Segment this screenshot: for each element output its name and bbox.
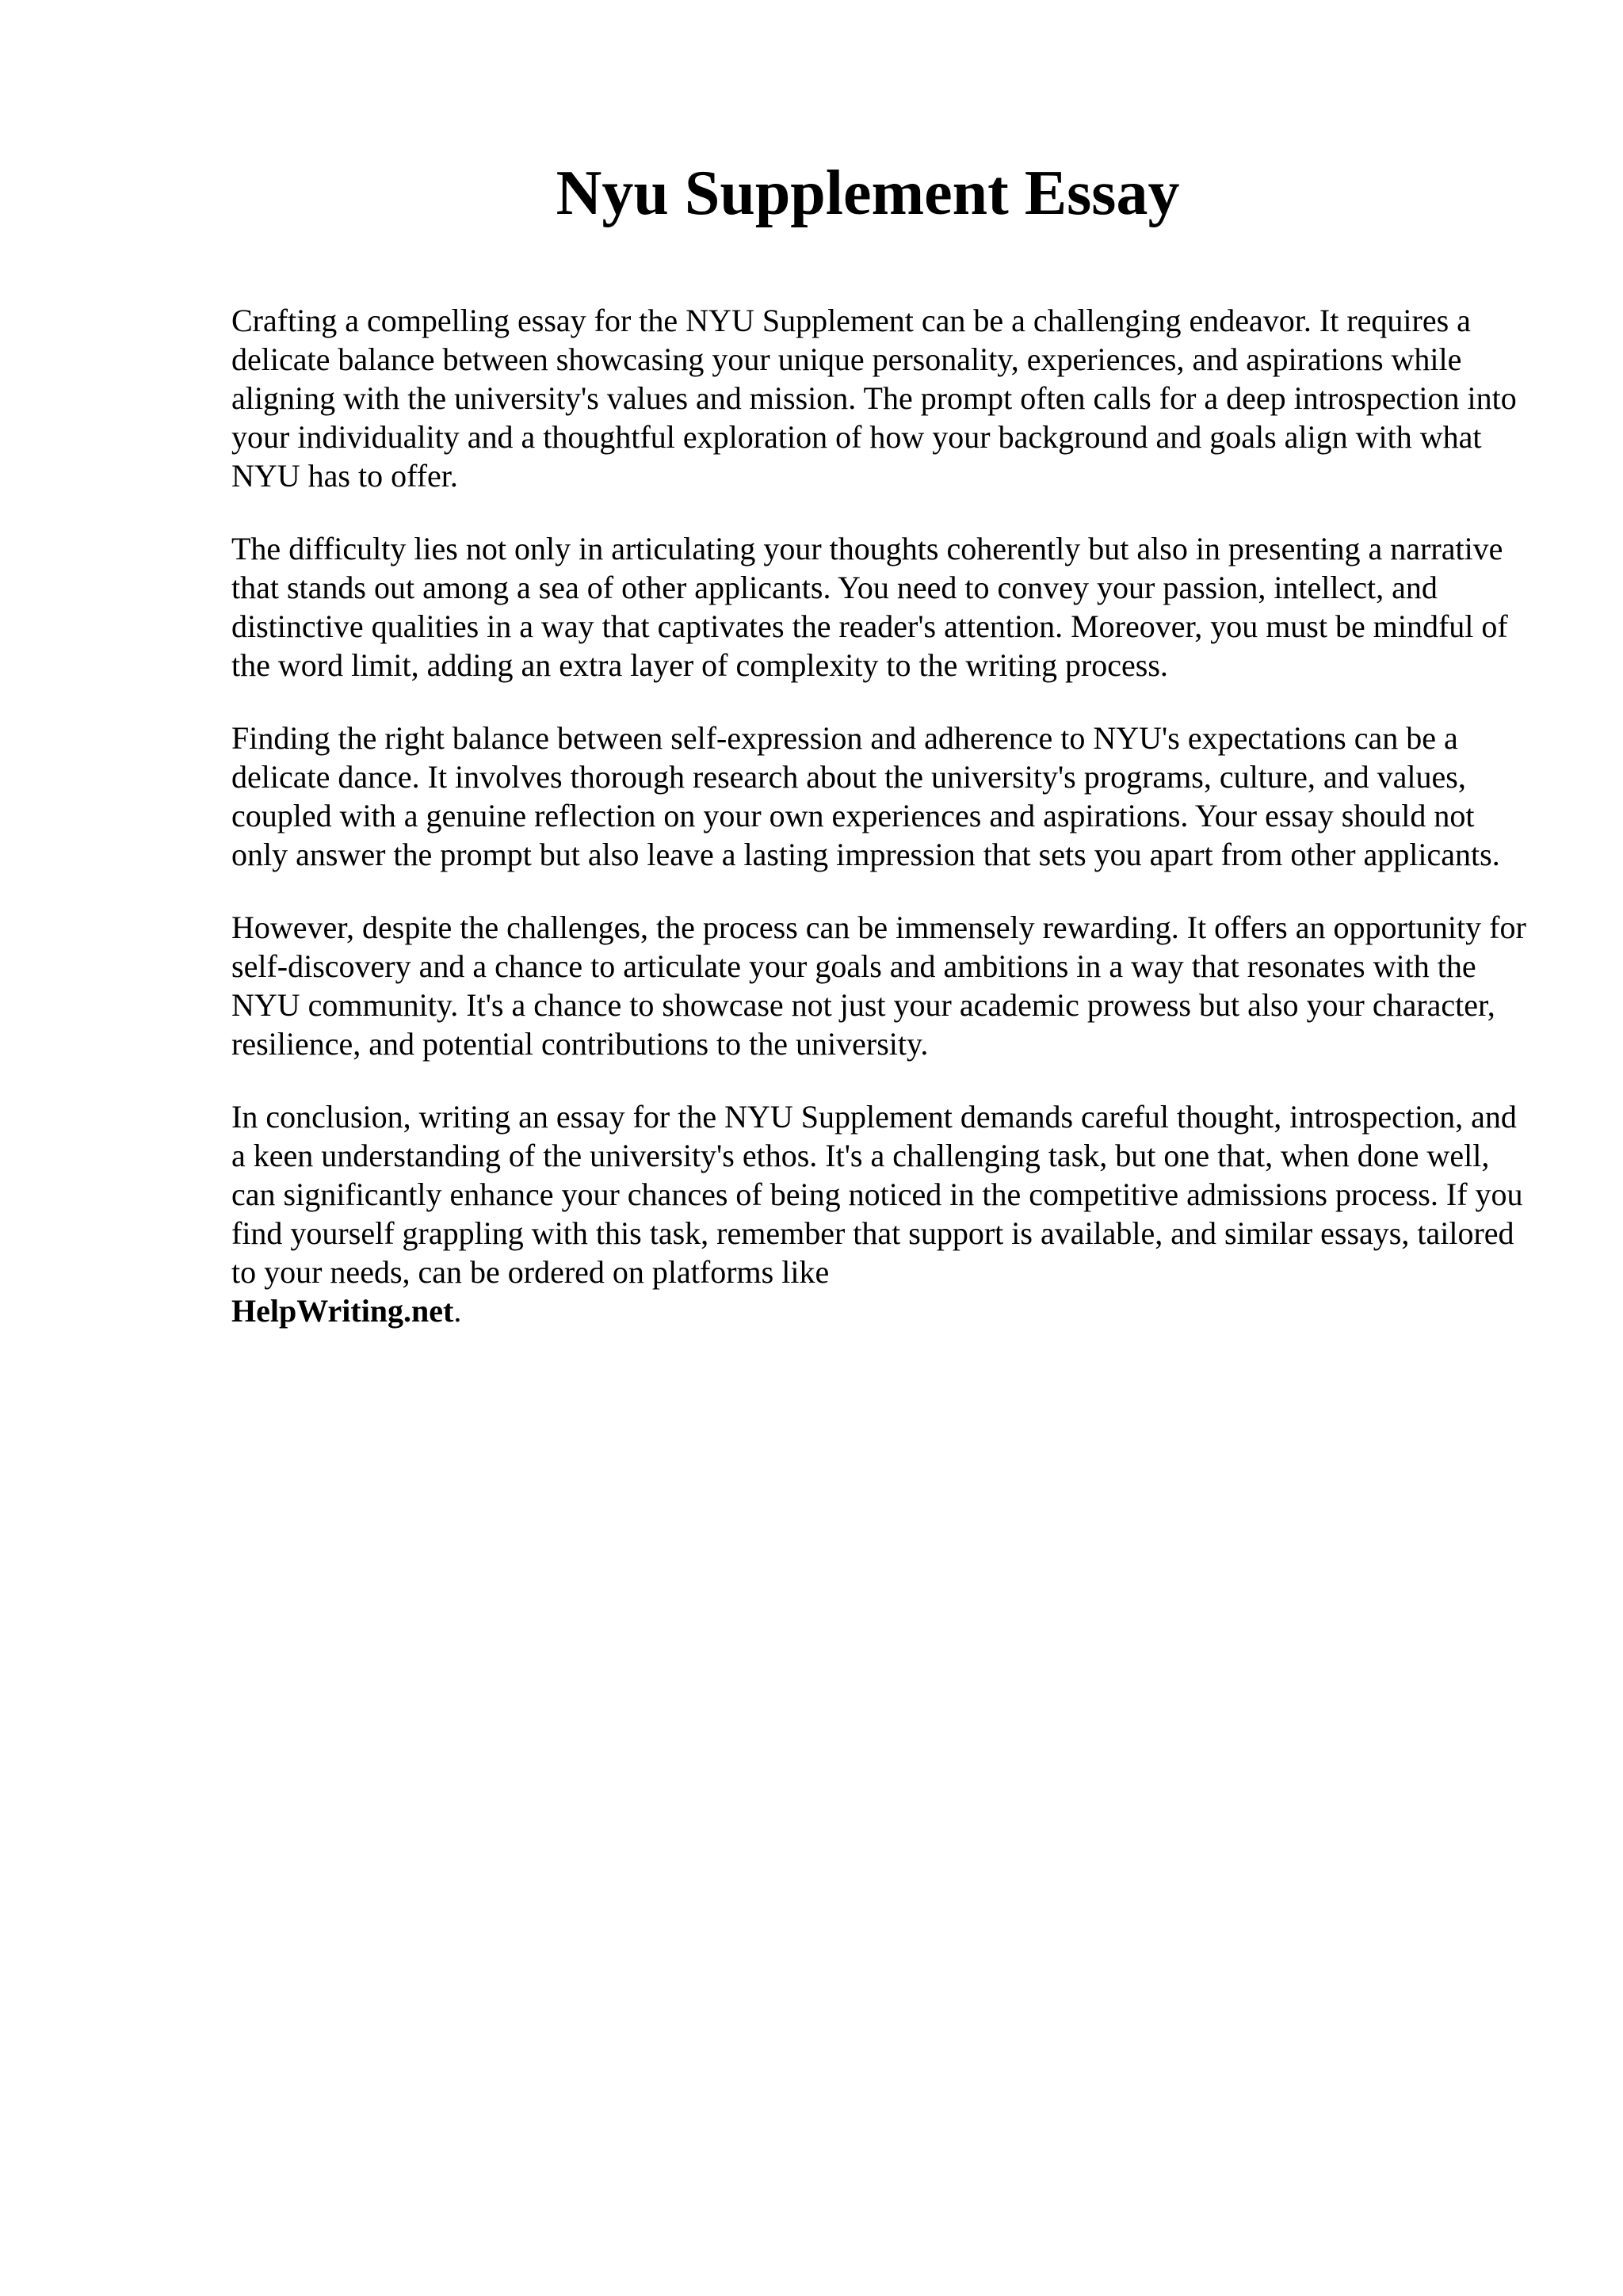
- conclusion-end-punct: .: [453, 1293, 462, 1329]
- paragraph-2: The difficulty lies not only in articulating your thoughts coherently but also in presenting a narrative that stands out among a sea of other applicants. You need to convey your passion, intellect, and distinctive qualities in a way that captivates the reader's attention. Moreover, you must be mindful of the word limit, adding an extra layer of complexity to the writing process.: [231, 531, 1508, 683]
- conclusion-text: In conclusion, writing an essay for the NYU Supplement demands careful thought, introspection, and a keen understanding of the university's ethos. It's a challenging task, but one that, when done well, can significantly enhance your chances of being noticed in the competitive admissions process. If you find yourself grappling with this task, remember that support is available, and similar essays, tailored to your needs, can be ordered on platforms like: [231, 1099, 1523, 1290]
- paragraph-3: Finding the right balance between self-expression and adherence to NYU's expectations can be a delicate dance. It involves thorough research about the university's programs, culture, and values, coupled with a genuine reflection on your own experiences and aspirations. Your essay should not only answer the prompt but also leave a lasting impression that sets you apart from other applicants.: [231, 720, 1500, 872]
- helpwriting-link[interactable]: HelpWriting.net: [231, 1293, 454, 1329]
- paragraph-1: Crafting a compelling essay for the NYU Supplement can be a challenging endeavor. It requires a delicate balance between showcasing your unique personality, experiences, and aspirations while aligning with the university's values and mission. The prompt often calls for a deep introspection into your individuality and a thoughtful exploration of how your background and goals align with what NYU has to offer.: [231, 303, 1517, 494]
- paragraph-4: However, despite the challenges, the process can be immensely rewarding. It offers an opportunity for self-discovery and a chance to articulate your goals and ambitions in a way that resonates with the NYU community. It's a chance to showcase not just your academic prowess but also your character, resilience, and potential contributions to the university.: [231, 910, 1526, 1062]
- paragraph-conclusion: [231, 1097, 1531, 1330]
- essay-body: [231, 301, 1531, 1364]
- document-title: Nyu Supplement Essay: [556, 158, 1180, 228]
